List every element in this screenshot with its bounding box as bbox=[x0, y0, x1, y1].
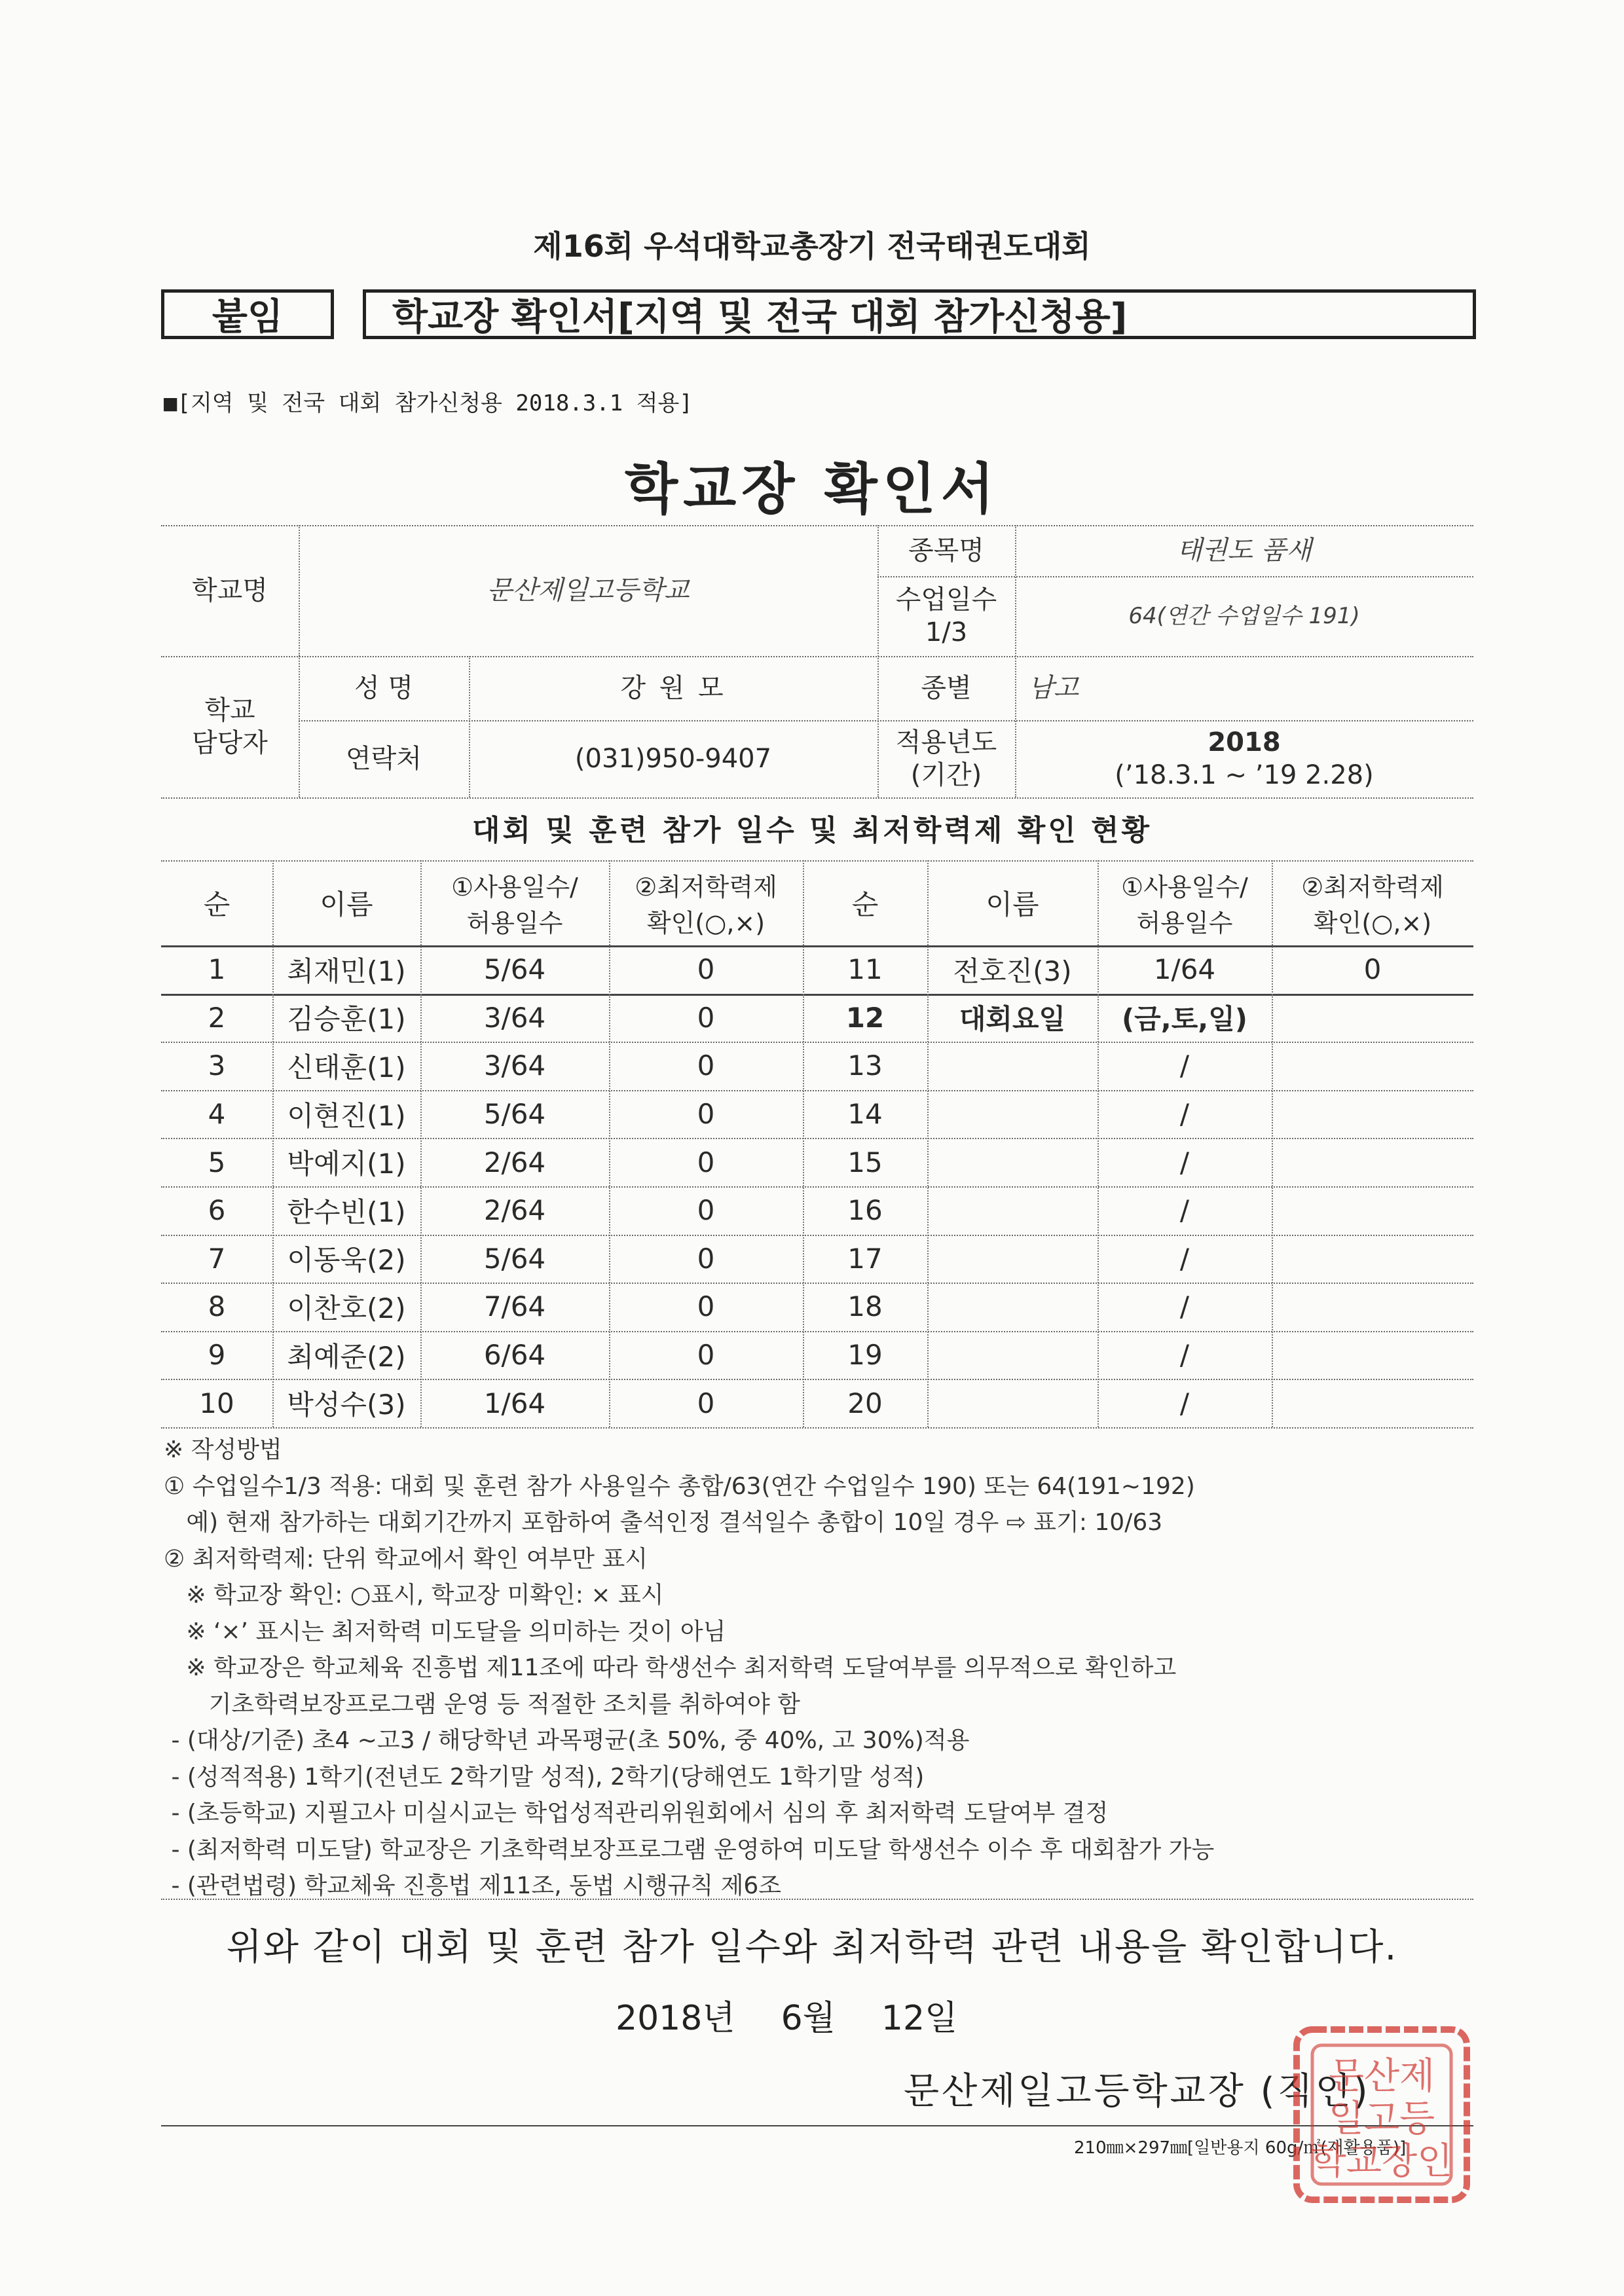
table-cell-days: 1/64 bbox=[483, 1387, 546, 1419]
year-value: 2018 (’18.3.1 ~ ’19 2.28) bbox=[1115, 727, 1374, 790]
header-min-academic-right: ②최저학력제 확인(○,×) bbox=[1301, 873, 1444, 938]
table-cell-days: / bbox=[1179, 1242, 1190, 1275]
table-cell-days: / bbox=[1179, 1194, 1190, 1227]
table-cell-name: 전호진(3) bbox=[953, 955, 1072, 987]
table-cell-no: 14 bbox=[847, 1098, 883, 1131]
table-cell-days: 1/64 bbox=[1153, 953, 1216, 986]
year-label: 적용년도 (기간) bbox=[895, 727, 997, 790]
table-cell-check bbox=[1272, 1042, 1473, 1090]
table-cell-no: 17 bbox=[847, 1242, 883, 1275]
table-cell-no: 20 bbox=[847, 1387, 883, 1419]
table-cell-name bbox=[927, 1283, 1098, 1331]
contact-value: (031)950-9407 bbox=[574, 744, 772, 774]
table-cell-name: 이동욱(2) bbox=[287, 1244, 406, 1277]
table-cell-no: 9 bbox=[208, 1339, 226, 1372]
svg-text:문산제: 문산제 bbox=[1328, 2055, 1435, 2098]
date-day: 12일 bbox=[881, 1999, 958, 2038]
table-cell-check: 0 bbox=[697, 1387, 715, 1419]
confirmation-date bbox=[616, 1990, 1003, 2039]
name-label: 성 명 bbox=[354, 673, 413, 703]
table-cell-name bbox=[927, 1379, 1098, 1427]
table-cell-check bbox=[1272, 1283, 1473, 1331]
gender-label: 종별 bbox=[921, 673, 972, 703]
note-line: - (최저학력 미도달) 학교장은 기초학력보장프로그램 운영하여 미도달 학생선수 이수 후 대회참가 가능 bbox=[164, 1836, 1215, 1863]
table-cell-no: 1 bbox=[208, 953, 226, 986]
note-line: ※ 학교장은 학교체육 진흥법 제11조에 따라 학생선수 최저학력 도달여부를 의무적으로 확인하고 bbox=[164, 1654, 1177, 1681]
note-line: 기초학력보장프로그램 운영 등 적절한 조치를 취하여야 함 bbox=[164, 1690, 800, 1718]
note-line: - (대상/기준) 초4 ~고3 / 해당학년 과목평균(초 50%, 중 40%, 고 30%)적용 bbox=[164, 1727, 970, 1754]
section-heading: 대회 및 훈련 참가 일수 및 최저학력제 확인 현황 bbox=[471, 814, 1153, 847]
svg-text:학교장인: 학교장인 bbox=[1310, 2140, 1453, 2183]
table-cell-no: 19 bbox=[847, 1339, 883, 1372]
table-cell-days: (금,토,일) bbox=[1121, 1003, 1248, 1036]
table-cell-name: 최예준(2) bbox=[287, 1340, 406, 1373]
note-line: ※ 학교장 확인: ○표시, 학교장 미확인: × 표시 bbox=[164, 1582, 664, 1609]
table-cell-check bbox=[1272, 1235, 1473, 1283]
confirmation-sentence: 위와 같이 대회 및 훈련 참가 일수와 최저학력 관련 내용을 확인합니다. bbox=[226, 1926, 1398, 1969]
table-cell-name: 이현진(1) bbox=[287, 1099, 406, 1132]
note-line: 예) 현재 참가하는 대회기간까지 포함하여 출석인정 결석일수 총합이 10일 경우 ⇨ 표기: 10/63 bbox=[164, 1509, 1163, 1536]
header-used-days-right: ①사용일수/ 허용일수 bbox=[1121, 873, 1248, 938]
note-line: ※ ‘×’ 표시는 최저학력 미도달을 의미하는 것이 아님 bbox=[164, 1618, 726, 1645]
table-cell-days: / bbox=[1179, 1049, 1190, 1082]
table-cell-name bbox=[927, 1138, 1098, 1186]
table-cell-check bbox=[1272, 1331, 1473, 1379]
paper-spec: 210㎜×297㎜[일반용지 60g/㎡(재활용품)] bbox=[1074, 2138, 1407, 2158]
header-name: 이름 bbox=[320, 888, 373, 920]
table-cell-check: 0 bbox=[697, 1146, 715, 1178]
table-cell-days: 2/64 bbox=[483, 1146, 546, 1178]
table-cell-name bbox=[927, 1186, 1098, 1235]
note-line: - (관련법령) 학교체육 진흥법 제11조, 동법 시행규칙 제6조 bbox=[164, 1872, 782, 1899]
table-cell-no: 3 bbox=[208, 1049, 226, 1082]
table-cell-no: 13 bbox=[847, 1049, 883, 1082]
table-cell-check bbox=[1272, 1090, 1473, 1139]
table-cell-name bbox=[927, 1331, 1098, 1379]
table-cell-name bbox=[927, 1235, 1098, 1283]
table-cell-days: 5/64 bbox=[483, 1098, 546, 1131]
date-year: 2018년 bbox=[616, 1999, 735, 2038]
table-cell-days: 3/64 bbox=[483, 1049, 546, 1082]
table-cell-check bbox=[1272, 994, 1473, 1042]
contact-label: 연락처 bbox=[346, 744, 422, 774]
table-cell-no: 2 bbox=[208, 1001, 226, 1034]
table-cell-no: 12 bbox=[845, 1001, 885, 1034]
attach-title: 학교장 확인서[지역 및 전국 대회 참가신청용] bbox=[363, 289, 1476, 339]
svg-text:일고등: 일고등 bbox=[1328, 2098, 1435, 2140]
document-title: 학교장 확인서 bbox=[624, 457, 1000, 521]
table-cell-name: 박성수(3) bbox=[287, 1389, 406, 1421]
table-cell-check: 0 bbox=[697, 1098, 715, 1131]
days-value: 64(연간 수업일수 191) bbox=[1128, 602, 1360, 629]
event-label: 종목명 bbox=[908, 536, 984, 566]
table-cell-no: 6 bbox=[208, 1194, 226, 1227]
table-cell-no: 15 bbox=[847, 1146, 883, 1178]
header-min-academic: ②최저학력제 확인(○,×) bbox=[635, 873, 777, 938]
table-cell-name bbox=[927, 1042, 1098, 1090]
table-cell-no: 7 bbox=[208, 1242, 226, 1275]
rule-note: ■[지역 및 전국 대회 참가신청용 2018.3.1 적용] bbox=[164, 390, 693, 416]
table-cell-name: 신태훈(1) bbox=[287, 1051, 406, 1084]
table-cell-no: 5 bbox=[208, 1146, 226, 1178]
table-cell-days: 3/64 bbox=[483, 1001, 546, 1034]
header-no: 순 bbox=[203, 888, 231, 920]
table-cell-check: 0 bbox=[697, 1194, 715, 1227]
table-cell-days: 7/64 bbox=[483, 1290, 546, 1323]
principal-signature: 문산제일고등학교장 (직인) bbox=[904, 2070, 1371, 2113]
attach-label: 붙임 bbox=[161, 289, 334, 339]
table-cell-check: 0 bbox=[1363, 953, 1382, 986]
table-cell-days: 6/64 bbox=[483, 1339, 546, 1372]
table-cell-days: 2/64 bbox=[483, 1194, 546, 1227]
days-label: 수업일수 1/3 bbox=[895, 585, 997, 647]
header-used-days: ①사용일수/ 허용일수 bbox=[451, 873, 578, 938]
table-cell-check bbox=[1272, 1379, 1473, 1427]
table-cell-days: / bbox=[1179, 1098, 1190, 1131]
note-line: ② 최저학력제: 단위 학교에서 확인 여부만 표시 bbox=[164, 1545, 648, 1573]
event-value: 태권도 품새 bbox=[1177, 536, 1312, 566]
table-cell-check: 0 bbox=[697, 1290, 715, 1323]
note-line: ① 수업일수1/3 적용: 대회 및 훈련 참가 사용일수 총합/63(연간 수업일수 190) 또는 64(191~192) bbox=[164, 1472, 1195, 1500]
name-value: 강 원 모 bbox=[620, 673, 726, 703]
table-cell-days: / bbox=[1179, 1387, 1190, 1419]
note-line: ※ 작성방법 bbox=[164, 1436, 282, 1463]
date-month: 6월 bbox=[781, 1999, 836, 2038]
table-cell-no: 4 bbox=[208, 1098, 226, 1131]
table-cell-check: 0 bbox=[697, 1339, 715, 1372]
event-title: 제16회 우석대학교총장기 전국태권도대회 bbox=[533, 228, 1091, 264]
table-cell-name: 김승훈(1) bbox=[287, 1003, 406, 1036]
table-cell-no: 10 bbox=[199, 1387, 234, 1419]
note-line: - (초등학교) 지필고사 미실시교는 학업성적관리위원회에서 심의 후 최저학력 도달여부 결정 bbox=[164, 1800, 1109, 1827]
table-cell-days: 5/64 bbox=[483, 1242, 546, 1275]
table-cell-name: 한수빈(1) bbox=[287, 1195, 406, 1228]
table-cell-check: 0 bbox=[697, 1001, 715, 1034]
manager-label: 학교 담당자 bbox=[192, 695, 268, 758]
header-name-right: 이름 bbox=[986, 888, 1039, 920]
table-cell-check bbox=[1272, 1138, 1473, 1186]
note-line: - (성적적용) 1학기(전년도 2학기말 성적), 2학기(당해연도 1학기말 성적) bbox=[164, 1763, 925, 1791]
table-cell-days: 5/64 bbox=[483, 953, 546, 986]
table-cell-name bbox=[927, 1090, 1098, 1139]
table-cell-days: / bbox=[1179, 1339, 1190, 1372]
school-value: 문산제일고등학교 bbox=[487, 575, 690, 606]
table-cell-check: 0 bbox=[697, 1242, 715, 1275]
table-cell-name: 박예지(1) bbox=[287, 1148, 406, 1180]
table-cell-days: / bbox=[1179, 1146, 1190, 1178]
header-no-right: 순 bbox=[851, 888, 879, 920]
table-cell-check bbox=[1272, 1186, 1473, 1235]
table-cell-no: 11 bbox=[847, 953, 883, 986]
table-cell-no: 16 bbox=[847, 1194, 883, 1227]
table-cell-name: 최재민(1) bbox=[287, 955, 406, 987]
table-cell-check: 0 bbox=[697, 953, 715, 986]
table-cell-name: 이찬호(2) bbox=[287, 1292, 406, 1324]
school-label: 학교명 bbox=[192, 575, 268, 606]
table-cell-no: 18 bbox=[847, 1290, 883, 1323]
official-seal-icon bbox=[1283, 2016, 1480, 2213]
table-cell-days: / bbox=[1179, 1290, 1190, 1323]
table-cell-name: 대회요일 bbox=[959, 1003, 1066, 1036]
table-cell-no: 8 bbox=[208, 1290, 226, 1323]
gender-value: 남고 bbox=[1028, 673, 1079, 703]
table-cell-check: 0 bbox=[697, 1049, 715, 1082]
